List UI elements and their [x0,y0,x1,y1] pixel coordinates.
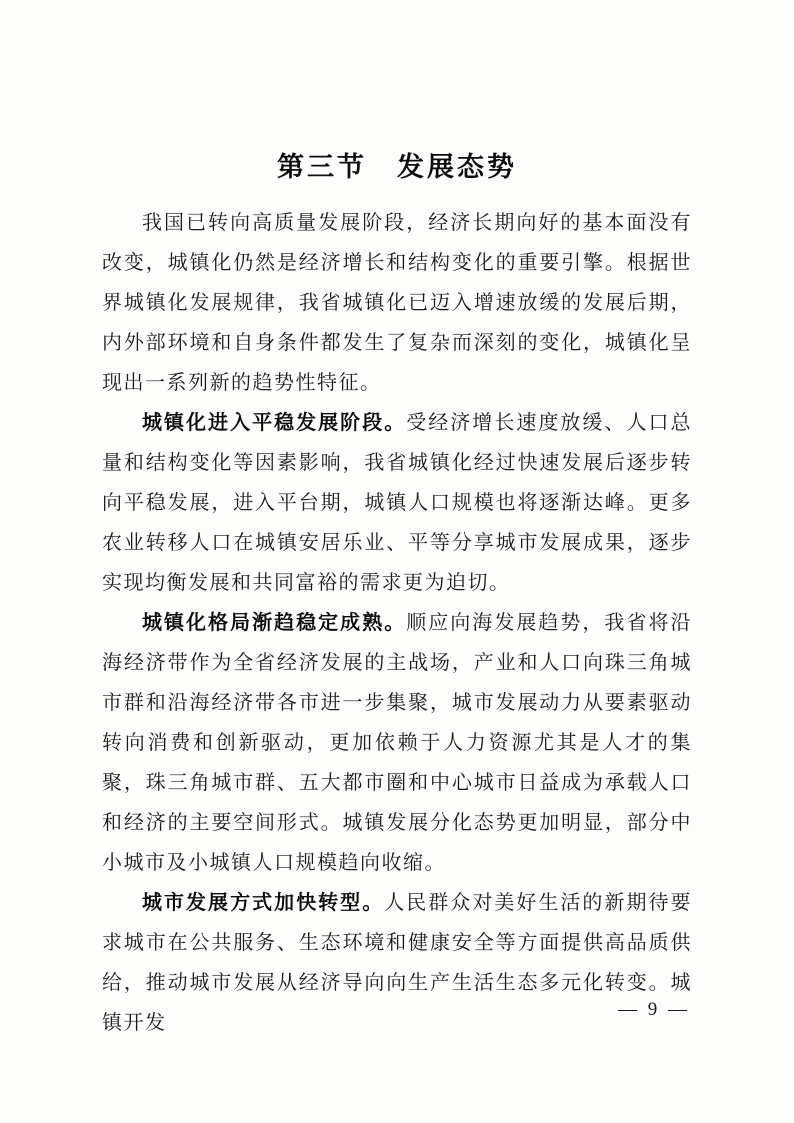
paragraph-3-text: 顺应向海发展趋势，我省将沿海经济带作为全省经济发展的主战场，产业和人口向珠三角城市群和沿海经济带各市进一步集聚，城市发展动力从要素驱动转向消费和创新驱动，更加依赖于人力资源尤其是人才的集聚，珠三角城市群、五大都市圈和中心城市日益成为承载人口和经济的主要空间形式。城镇发展分化态势更加明显，部分中小城市及小城镇人口规模趋向收缩。 [102,612,692,874]
paragraph-4 [102,883,692,1043]
paragraph-1-text: 我国已转向高质量发展阶段，经济长期向好的基本面没有改变，城镇化仍然是经济增长和结构变化的重要引擎。根据世界城镇化发展规律，我省城镇化已迈入增速放缓的发展后期，内外部环境和自身条件都发生了复杂而深刻的变化，城镇化呈现出一系列新的趋势性特征。 [102,212,692,394]
paragraph-4-lead: 城市发展方式加快转型。 [142,892,385,914]
document-body [102,203,692,1043]
paragraph-2-text: 受经济增长速度放缓、人口总量和结构变化等因素影响，我省城镇化经过快速发展后逐步转向平稳发展，进入平台期，城镇人口规模也将逐渐达峰。更多农业转移人口在城镇安居乐业、平等分享城市发展成果，逐步实现均衡发展和共同富裕的需求更为迫切。 [102,412,692,594]
paragraph-2 [102,403,692,603]
paragraph-3 [102,603,692,883]
paragraph-1 [102,203,692,403]
paragraph-2-lead: 城镇化进入平稳发展阶段。 [142,412,407,434]
page-number: — 9 — [618,999,690,1020]
section-title: 第三节 发展态势 [277,152,517,182]
paragraph-3-lead: 城镇化格局渐趋稳定成熟。 [142,612,407,634]
paragraph-4-text: 人民群众对美好生活的新期待要求城市在公共服务、生态环境和健康安全等方面提供高品质供给，推动城市发展从经济导向向生产生活生态多元化转变。城镇开发 [102,892,693,1034]
